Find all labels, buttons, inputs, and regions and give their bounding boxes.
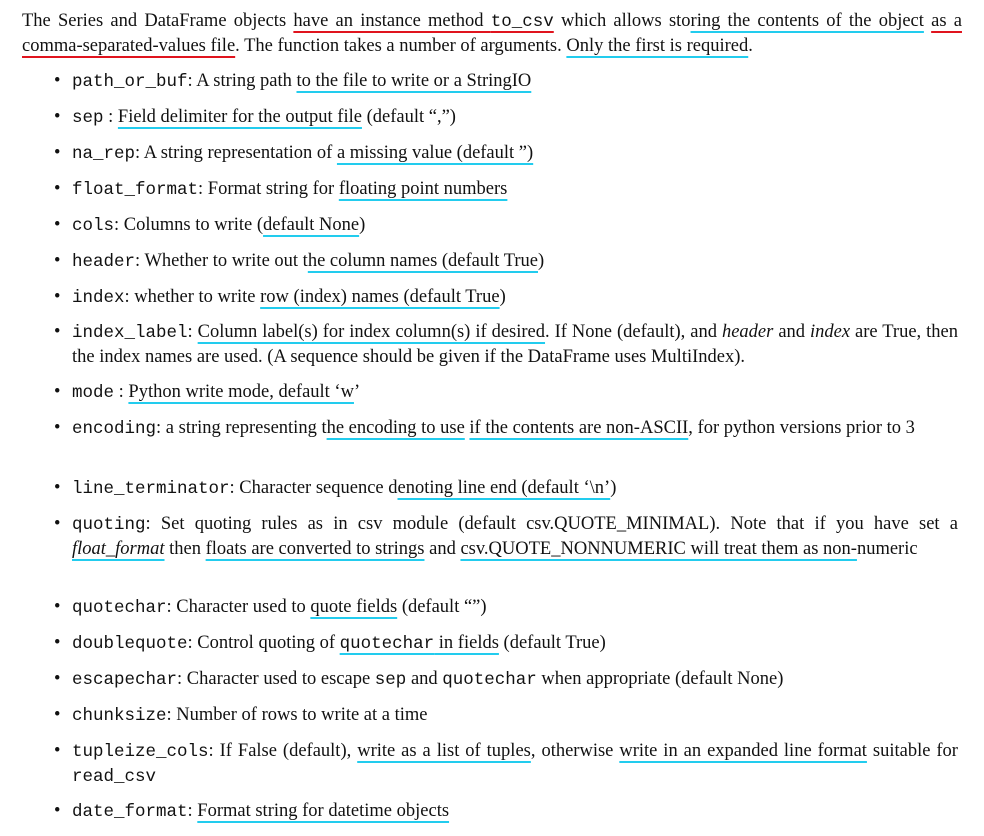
param-desc: : Number of rows to write at a time — [166, 705, 428, 725]
param-desc-and: and — [424, 539, 461, 559]
param-code-sep: sep — [374, 670, 407, 690]
param-desc-rest: ) — [359, 215, 366, 235]
param-name: cols — [72, 216, 115, 236]
intro-method-code: to_csv — [490, 12, 554, 32]
param-desc-then: then — [164, 539, 206, 559]
param-name: index_label — [72, 323, 188, 343]
param-name: date_format — [72, 802, 188, 822]
intro-highlight-cyan-2: Only the first is required — [566, 36, 749, 56]
italic-index: index — [810, 322, 851, 342]
param-code-read-csv: read_csv — [72, 767, 157, 787]
param-desc: : Control quoting of — [187, 633, 340, 653]
param-highlight: quote fields — [310, 597, 398, 617]
param-highlight: Column label(s) for index column(s) if desired — [197, 322, 546, 342]
param-highlight: Field delimiter for the output file — [117, 107, 362, 127]
bullet: • — [54, 478, 61, 498]
param-desc-rest: . If None (default), and — [545, 322, 722, 342]
param-desc-rest: ) — [499, 287, 506, 307]
param-desc-otherwise: , otherwise — [530, 741, 620, 761]
intro-highlight-red-1: have an instance method — [293, 11, 491, 31]
param-date-format — [54, 799, 958, 824]
param-desc-rest: when appropriate (default None) — [536, 669, 784, 689]
param-doublequote — [54, 631, 958, 656]
param-highlight: he column names (default True — [307, 251, 538, 271]
param-highlight: default None — [263, 215, 360, 235]
param-desc-rest: suitable for — [866, 741, 958, 761]
param-desc: : A string representation of — [135, 143, 337, 163]
bullet: • — [54, 71, 61, 91]
param-desc-rest: (default True) — [498, 633, 606, 653]
param-highlight: Python write mode, default ‘w — [128, 382, 354, 402]
param-mode — [54, 380, 958, 405]
param-name: escapechar — [72, 670, 178, 690]
intro-text-1: The Series and DataFrame objects — [22, 11, 294, 31]
param-name: mode — [72, 383, 115, 403]
param-desc: : Columns to write ( — [114, 215, 264, 235]
param-index — [54, 285, 958, 310]
param-desc-rest: ’ — [353, 382, 361, 402]
param-highlight-3: csv.QUOTE_NONNUMERIC will treat them as non- — [460, 539, 857, 559]
bullet: • — [54, 251, 61, 271]
param-highlight: row (index) names (default True — [260, 287, 500, 307]
param-highlight-2: floats are converted to strings — [205, 539, 425, 559]
intro-text-3: which allows sto — [553, 11, 691, 31]
param-name: index — [72, 288, 125, 308]
param-desc-rest: ) — [610, 478, 617, 498]
param-desc: : whether to write — [124, 287, 261, 307]
param-highlight: to the file to write or a StringIO — [296, 71, 532, 91]
param-highlight: he encoding to use — [326, 418, 465, 438]
bullet: • — [54, 322, 61, 342]
param-name: chunksize — [72, 706, 167, 726]
param-desc-and: and — [406, 669, 443, 689]
param-highlight: in fields — [434, 633, 499, 653]
param-name: line_terminator — [72, 479, 230, 499]
param-code-quotechar: quotechar — [442, 670, 537, 690]
param-chunksize — [54, 703, 958, 728]
intro-period: . — [748, 36, 753, 56]
param-desc: : a string representing t — [156, 418, 327, 438]
bullet: • — [54, 179, 61, 199]
param-name: sep — [72, 108, 104, 128]
param-name: float_format — [72, 180, 199, 200]
param-name: path_or_buf — [72, 72, 188, 92]
bullet: • — [54, 669, 61, 689]
param-desc-rest: ) — [538, 251, 545, 271]
bullet: • — [54, 382, 61, 402]
param-quoting — [54, 512, 958, 561]
param-desc: : Character sequence d — [229, 478, 398, 498]
param-na-rep — [54, 141, 958, 166]
bullet: • — [54, 287, 61, 307]
bullet: • — [54, 741, 61, 761]
param-index-label — [54, 320, 958, 369]
intro-highlight-red-2: as a comma-separated-values file — [22, 11, 962, 56]
param-name: tupleize_cols — [72, 742, 209, 762]
bullet: • — [54, 705, 61, 725]
intro-highlight-cyan-1: ring the contents of the object — [690, 11, 924, 31]
param-desc-rest: , for python versions prior to 3 — [688, 418, 915, 438]
bullet: • — [54, 801, 61, 821]
param-path-or-buf — [54, 69, 958, 94]
param-highlight: a missing value (default ”) — [336, 143, 534, 163]
param-desc-rest: numeric — [856, 539, 918, 559]
param-desc: : A string path — [187, 71, 297, 91]
param-desc: : — [187, 322, 198, 342]
bullet: • — [54, 107, 61, 127]
bullet: • — [54, 633, 61, 653]
param-desc: : — [114, 382, 129, 402]
param-name: encoding — [72, 419, 157, 439]
param-desc-rest: (default “”) — [397, 597, 487, 617]
param-desc: : Format string for — [198, 179, 339, 199]
param-highlight-2: if the contents are non-ASCII — [469, 418, 689, 438]
param-desc: : Set quoting rules as in csv module (default csv.QUOTE_MINIMAL). Note that if you have set a — [145, 514, 958, 534]
param-desc: : Character used to escape — [177, 669, 375, 689]
bullet: • — [54, 418, 61, 438]
param-escapechar — [54, 667, 958, 692]
param-desc-mid: and — [773, 322, 811, 342]
intro-text-7: . The function takes a number of arguments. — [235, 36, 567, 56]
param-line-terminator — [54, 476, 958, 501]
bullet: • — [54, 597, 61, 617]
param-encoding — [54, 416, 958, 441]
param-header — [54, 249, 958, 274]
param-highlight-italic: float_format — [72, 539, 165, 559]
bullet: • — [54, 514, 61, 534]
param-desc-rest: (default “,”) — [361, 107, 456, 127]
param-highlight: Format string for datetime objects — [197, 801, 450, 821]
param-sep — [54, 105, 958, 130]
param-cols — [54, 213, 958, 238]
param-desc: : Whether to write out t — [135, 251, 308, 271]
param-desc: : — [187, 801, 198, 821]
param-highlight: enoting line end (default ‘\n’ — [397, 478, 611, 498]
param-desc: : If False (default), — [208, 741, 358, 761]
param-name: quotechar — [72, 598, 167, 618]
param-name: na_rep — [72, 144, 136, 164]
param-name: doublequote — [72, 634, 188, 654]
param-highlight-2: write in an expanded line format — [619, 741, 867, 761]
bullet: • — [54, 143, 61, 163]
bullet: • — [54, 215, 61, 235]
param-desc-end: are True, then the index names are used. (A sequence should be given if the DataFrame uses MultiIndex). — [72, 322, 959, 367]
intro-paragraph — [22, 9, 962, 58]
param-highlight: write as a list of tuples — [357, 741, 531, 761]
param-desc: : Character used to — [166, 597, 311, 617]
param-code-quotechar: quotechar — [339, 634, 435, 654]
param-quotechar — [54, 595, 958, 620]
italic-header: header — [721, 322, 774, 342]
param-tupleize-cols — [54, 739, 958, 789]
param-name: header — [72, 252, 136, 272]
param-name: quoting — [72, 515, 146, 535]
param-highlight: floating point numbers — [338, 179, 508, 199]
param-desc: : — [103, 107, 118, 127]
param-float-format — [54, 177, 958, 202]
